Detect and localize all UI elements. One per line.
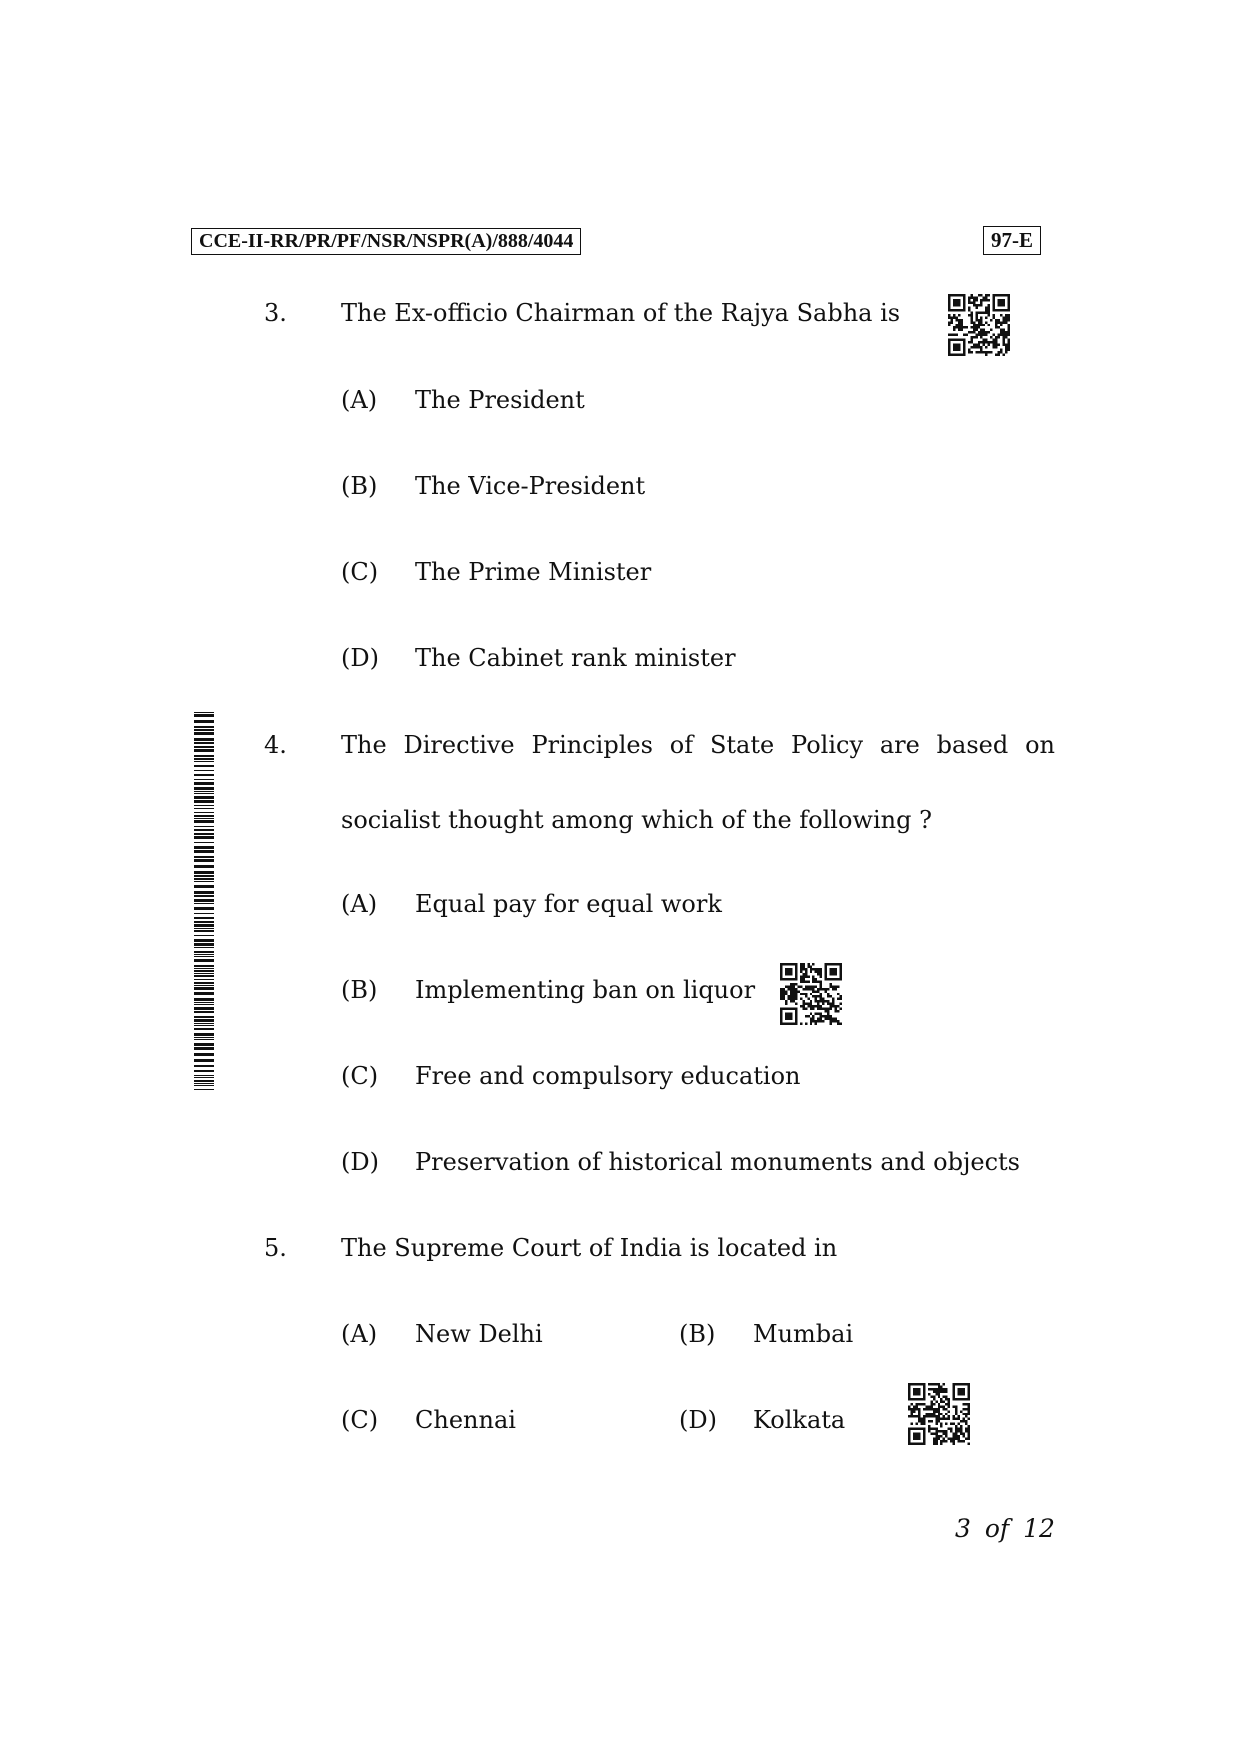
- question-4-option-a: Equal pay for equal work: [415, 890, 722, 918]
- question-5-option-d: Kolkata: [753, 1406, 846, 1434]
- page-number: 3 of 12: [955, 1514, 1055, 1543]
- question-3-option-c: The Prime Minister: [415, 558, 652, 586]
- question-3-option-b: The Vice-President: [415, 472, 646, 500]
- qr-code: [948, 294, 1010, 356]
- question-4-text-line1: The Directive Principles of State Policy are based on: [341, 731, 1055, 759]
- question-3-option-a: The President: [415, 386, 585, 414]
- question-4-option-b: Implementing ban on liquor: [415, 976, 756, 1004]
- question-4-option-a-key: (A): [341, 890, 378, 918]
- question-4-option-d: Preservation of historical monuments and objects: [415, 1148, 1020, 1176]
- question-5-option-b: Mumbai: [753, 1320, 854, 1348]
- question-3-option-d-key: (D): [341, 644, 379, 672]
- question-4-text-line2: socialist thought among which of the following ?: [341, 806, 932, 834]
- question-5-option-c: Chennai: [415, 1406, 516, 1434]
- question-4-option-d-key: (D): [341, 1148, 379, 1176]
- question-4-option-c-key: (C): [341, 1062, 379, 1090]
- paper-code: CCE-II-RR/PR/PF/NSR/NSPR(A)/888/4044: [191, 228, 581, 255]
- set-code: 97-E: [983, 226, 1041, 255]
- question-3-option-a-key: (A): [341, 386, 378, 414]
- question-5-option-a: New Delhi: [415, 1320, 543, 1348]
- question-4-number: 4.: [264, 731, 287, 759]
- question-3-text: The Ex-officio Chairman of the Rajya Sabha is: [341, 299, 901, 327]
- question-5-option-d-key: (D): [679, 1406, 717, 1434]
- question-5-number: 5.: [264, 1234, 287, 1262]
- qr-code: [908, 1383, 970, 1445]
- question-3-number: 3.: [264, 299, 287, 327]
- question-3-option-b-key: (B): [341, 472, 378, 500]
- barcode: [194, 712, 214, 1092]
- question-5-option-b-key: (B): [679, 1320, 716, 1348]
- question-5-text: The Supreme Court of India is located in: [341, 1234, 838, 1262]
- question-5-option-c-key: (C): [341, 1406, 379, 1434]
- question-4-option-b-key: (B): [341, 976, 378, 1004]
- question-3-option-c-key: (C): [341, 558, 379, 586]
- question-5-option-a-key: (A): [341, 1320, 378, 1348]
- question-4-option-c: Free and compulsory education: [415, 1062, 801, 1090]
- question-3-option-d: The Cabinet rank minister: [415, 644, 736, 672]
- qr-code: [780, 963, 842, 1025]
